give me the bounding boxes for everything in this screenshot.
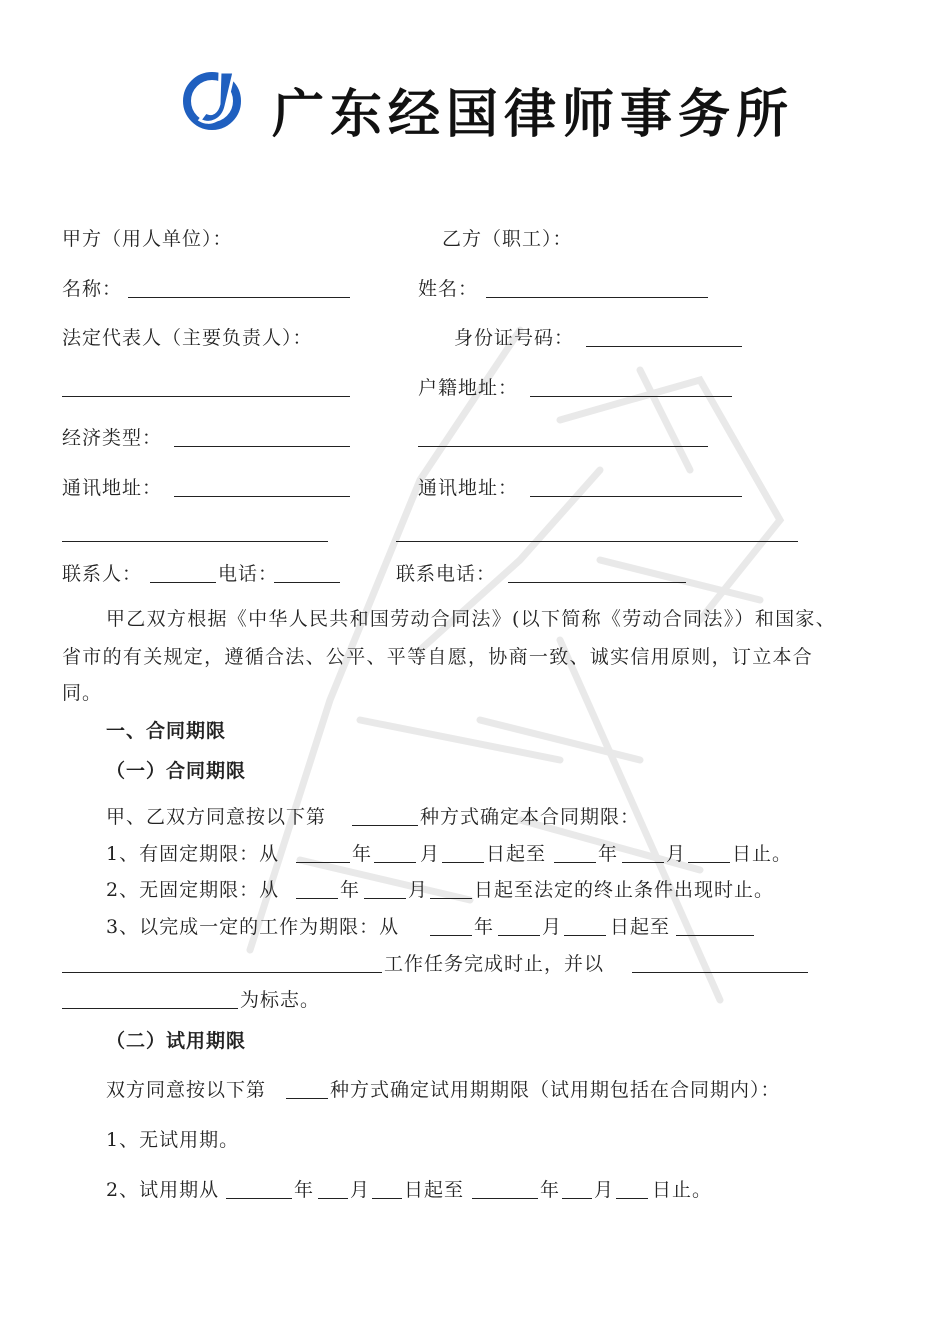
probation-end-year-field[interactable] — [472, 1198, 538, 1199]
term-opt1-prefix: 1、有固定期限：从 — [106, 843, 280, 865]
party-a-econ-type-field[interactable] — [174, 446, 350, 447]
year-label: 年 — [352, 843, 373, 865]
probation-choose-prefix: 双方同意按以下第 — [106, 1079, 267, 1101]
year-label: 年 — [474, 916, 495, 938]
term-opt3-line3-suffix: 为标志。 — [240, 989, 321, 1011]
term-choose-field[interactable] — [352, 825, 418, 826]
term-choose-prefix: 甲、乙双方同意按以下第 — [106, 806, 327, 828]
probation-start-day-field[interactable] — [372, 1198, 402, 1199]
month-label: 月 — [666, 843, 687, 865]
day-end-label: 日止。 — [652, 1179, 713, 1201]
month-label: 月 — [420, 843, 441, 865]
term-opt3-task-field[interactable] — [676, 935, 754, 936]
term-opt3-prefix: 3、以完成一定的工作为期限：从 — [106, 916, 400, 938]
term-opt3-marker-field[interactable] — [632, 972, 808, 973]
term-opt1-end-month-field[interactable] — [622, 862, 664, 863]
probation-choose-field[interactable] — [286, 1098, 328, 1099]
section-1-2-title: （二）试用期限 — [106, 1030, 247, 1052]
party-a-address-field-2[interactable] — [62, 541, 328, 542]
from-day-to-label: 日起至 — [486, 843, 547, 865]
party-b-id-label: 身份证号码： — [454, 327, 575, 349]
term-opt3-task-field-2[interactable] — [62, 972, 382, 973]
term-opt1-end-day-field[interactable] — [688, 862, 730, 863]
party-a-name-field[interactable] — [128, 297, 350, 298]
term-opt3-start-year-field[interactable] — [430, 935, 472, 936]
party-a-legal-rep-label: 法定代表人（主要负责人）： — [62, 327, 313, 349]
party-b-household-field-2[interactable] — [418, 446, 708, 447]
probation-start-year-field[interactable] — [226, 1198, 292, 1199]
party-b-name-field[interactable] — [486, 297, 708, 298]
party-b-id-field[interactable] — [586, 346, 742, 347]
term-opt2-start-month-field[interactable] — [364, 898, 406, 899]
intro-line-2: 省市的有关规定，遵循合法、公平、平等自愿，协商一致、诚实信用原则，订立本合 — [62, 646, 814, 668]
party-a-heading: 甲方（用人单位）： — [62, 228, 233, 250]
section-1-title: 一、合同期限 — [106, 720, 227, 742]
firm-name: 广东经国律师事务所 — [272, 85, 795, 145]
party-a-name-label: 名称： — [62, 278, 123, 300]
probation-end-day-field[interactable] — [616, 1198, 648, 1199]
party-b-address-label: 通讯地址： — [418, 477, 519, 499]
section-1-1-title: （一）合同期限 — [106, 760, 247, 782]
party-b-name-label: 姓名： — [418, 278, 479, 300]
term-opt2-start-year-field[interactable] — [296, 898, 338, 899]
party-a-address-field[interactable] — [174, 496, 350, 497]
letterhead — [0, 58, 950, 148]
party-a-contact-field[interactable] — [150, 582, 216, 583]
party-b-phone-field[interactable] — [508, 582, 686, 583]
year-label: 年 — [540, 1179, 561, 1201]
party-a-contact-label: 联系人： — [62, 563, 143, 585]
year-label: 年 — [340, 879, 361, 901]
probation-opt1: 1、无试用期。 — [106, 1129, 240, 1151]
probation-opt2-prefix: 2、试用期从 — [106, 1179, 220, 1201]
month-label: 月 — [408, 879, 429, 901]
term-choose-suffix: 种方式确定本合同期限： — [420, 806, 641, 828]
probation-choose-suffix: 种方式确定试用期期限（试用期包括在合同期内）： — [330, 1079, 781, 1101]
from-day-to-label: 日起至 — [404, 1179, 465, 1201]
intro-line-3: 同。 — [62, 682, 103, 704]
party-a-address-label: 通讯地址： — [62, 477, 163, 499]
party-b-household-field[interactable] — [530, 396, 732, 397]
month-label: 月 — [542, 916, 563, 938]
term-opt3-line2-mid: 工作任务完成时止，并以 — [384, 953, 605, 975]
year-label: 年 — [598, 843, 619, 865]
intro-line-1: 甲乙双方根据《中华人民共和国劳动合同法》(以下简称《劳动合同法》）和国家、 — [106, 608, 837, 630]
term-opt3-start-month-field[interactable] — [498, 935, 540, 936]
party-a-phone-field[interactable] — [274, 582, 340, 583]
term-opt2-prefix: 2、无固定期限：从 — [106, 879, 280, 901]
party-b-heading: 乙方（职工）： — [442, 228, 573, 250]
probation-end-month-field[interactable] — [562, 1198, 592, 1199]
party-b-household-label: 户籍地址： — [418, 377, 519, 399]
year-label: 年 — [294, 1179, 315, 1201]
day-end-label: 日止。 — [732, 843, 793, 865]
firm-logo-icon — [182, 68, 246, 132]
party-b-phone-label: 联系电话： — [396, 563, 497, 585]
party-a-phone-label: 电话： — [218, 563, 279, 585]
party-a-legal-rep-field[interactable] — [62, 396, 350, 397]
term-opt2-suffix: 日起至法定的终止条件出现时止。 — [474, 879, 775, 901]
term-opt1-end-year-field[interactable] — [554, 862, 596, 863]
term-opt2-start-day-field[interactable] — [430, 898, 472, 899]
term-opt3-start-day-field[interactable] — [564, 935, 606, 936]
from-day-to-label: 日起至 — [610, 916, 671, 938]
term-opt1-start-year-field[interactable] — [296, 862, 350, 863]
month-label: 月 — [594, 1179, 615, 1201]
month-label: 月 — [350, 1179, 371, 1201]
probation-start-month-field[interactable] — [318, 1198, 348, 1199]
party-b-address-field[interactable] — [530, 496, 742, 497]
term-opt3-marker-field-2[interactable] — [62, 1008, 238, 1009]
party-a-econ-type-label: 经济类型： — [62, 427, 163, 449]
term-opt1-start-month-field[interactable] — [374, 862, 416, 863]
term-opt1-start-day-field[interactable] — [442, 862, 484, 863]
party-b-address-field-2[interactable] — [396, 541, 798, 542]
